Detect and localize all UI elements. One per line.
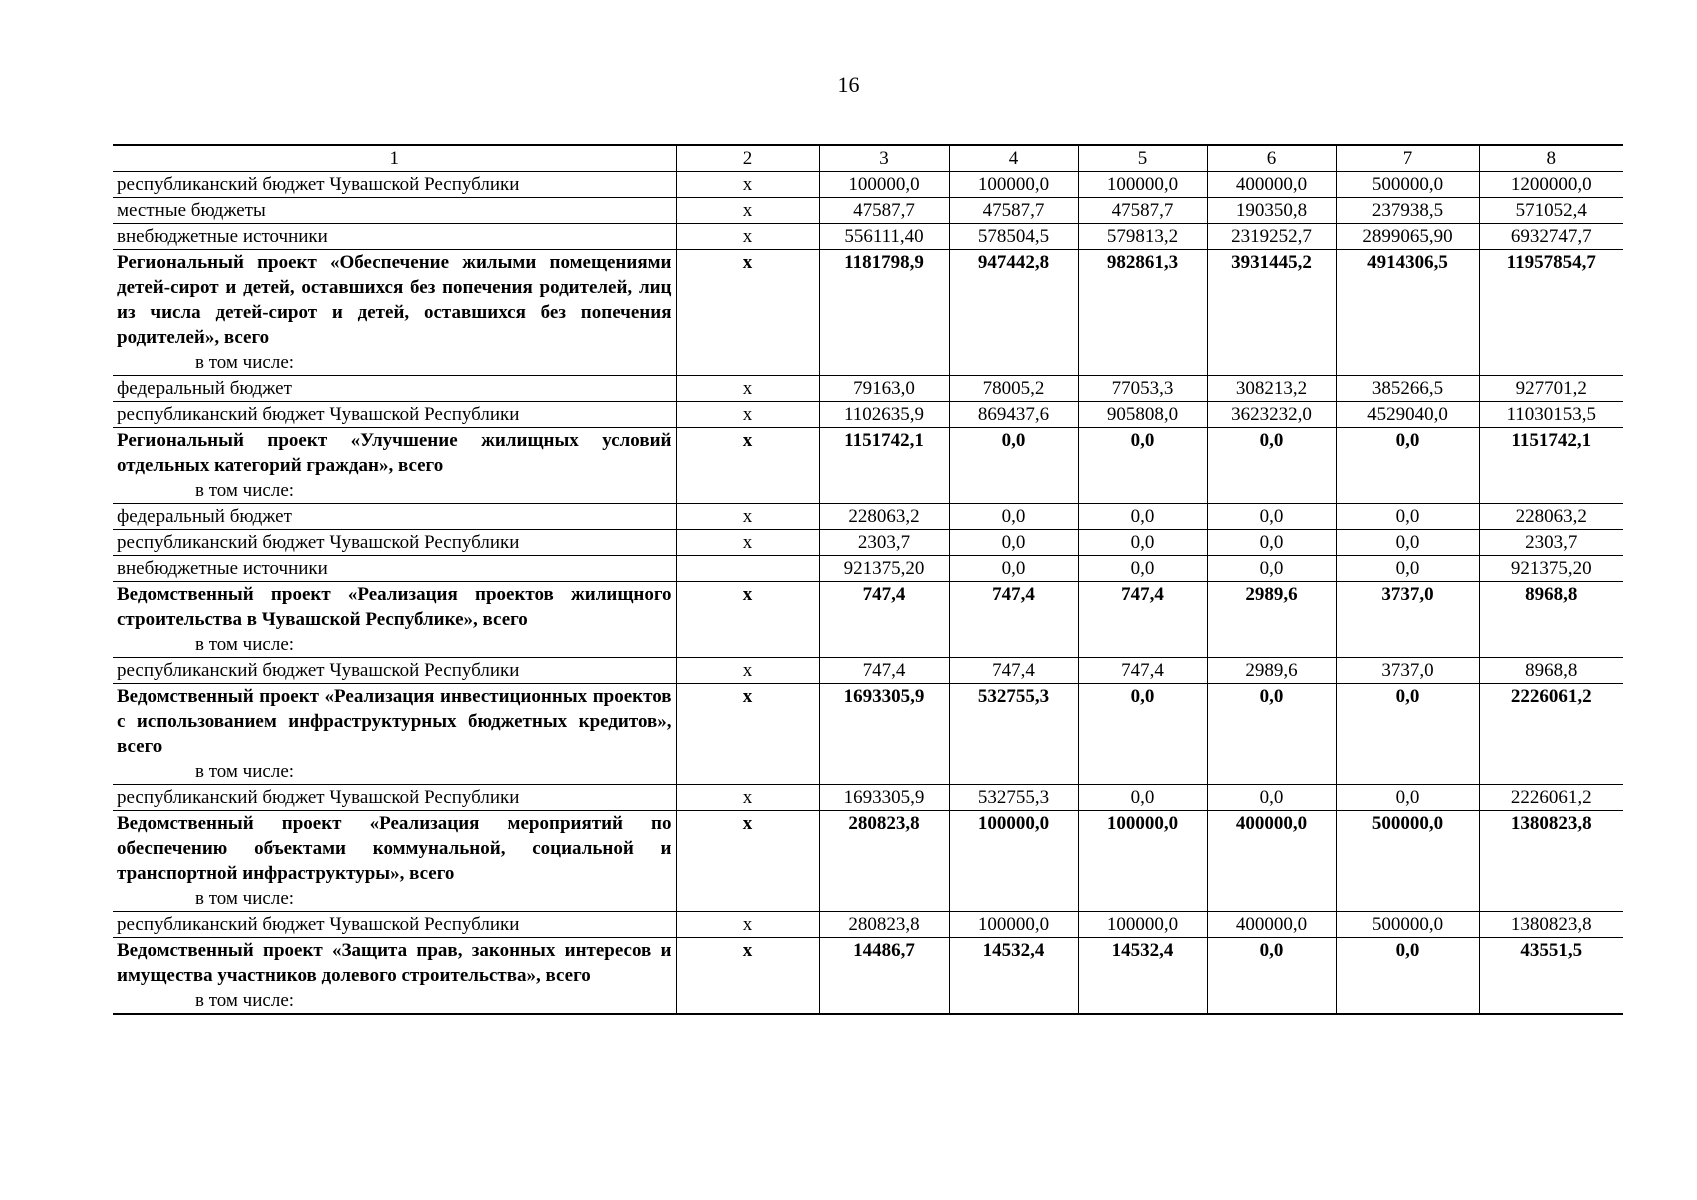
value-cell: 1693305,9 — [819, 684, 949, 785]
value-cell: 1200000,0 — [1479, 172, 1623, 198]
value-cell: 237938,5 — [1336, 198, 1479, 224]
value-cell: 0,0 — [1336, 504, 1479, 530]
source-label: внебюджетные источники — [113, 224, 676, 250]
value-cell: 0,0 — [1207, 530, 1336, 556]
col2-cell — [676, 556, 819, 582]
source-label: местные бюджеты — [113, 198, 676, 224]
project-row — [113, 250, 1623, 376]
source-label: республиканский бюджет Чувашской Республики — [113, 402, 676, 428]
value-cell: 0,0 — [949, 428, 1078, 504]
project-title: Региональный проект «Обеспечение жилыми помещениями детей-сирот и детей, оставшихся без попечения родителей, лиц из числа детей-сирот и детей, оставшихся без попечения родителей», всего — [117, 252, 672, 348]
value-cell: 0,0 — [1336, 530, 1479, 556]
col2-cell: х — [676, 504, 819, 530]
value-cell: 0,0 — [1078, 504, 1207, 530]
source-label: федеральный бюджет — [113, 376, 676, 402]
value-cell: 0,0 — [949, 504, 1078, 530]
value-cell: 43551,5 — [1479, 938, 1623, 1015]
project-title: Ведомственный проект «Реализация мероприятий по обеспечению объектами коммунальной, социальной и транспортной инфраструктуры», всего — [117, 813, 672, 884]
col2-cell: х — [676, 250, 819, 376]
value-cell: 79163,0 — [819, 376, 949, 402]
project-title: Ведомственный проект «Реализация проектов жилищного строительства в Чувашской Республике», всего — [117, 584, 672, 630]
value-cell: 1693305,9 — [819, 785, 949, 811]
value-cell: 100000,0 — [819, 172, 949, 198]
value-cell: 100000,0 — [949, 912, 1078, 938]
col2-cell: х — [676, 172, 819, 198]
value-cell: 14532,4 — [1078, 938, 1207, 1015]
value-cell: 78005,2 — [949, 376, 1078, 402]
source-label: республиканский бюджет Чувашской Республики — [113, 172, 676, 198]
value-cell: 532755,3 — [949, 785, 1078, 811]
including-label: в том числе: — [195, 480, 295, 501]
including-label: в том числе: — [195, 888, 295, 909]
value-cell: 927701,2 — [1479, 376, 1623, 402]
value-cell: 0,0 — [1078, 556, 1207, 582]
value-cell: 2899065,90 — [1336, 224, 1479, 250]
value-cell: 47587,7 — [949, 198, 1078, 224]
value-cell: 747,4 — [819, 658, 949, 684]
col2-cell: х — [676, 582, 819, 658]
value-cell: 8968,8 — [1479, 582, 1623, 658]
value-cell: 0,0 — [1336, 684, 1479, 785]
value-cell: 0,0 — [1336, 556, 1479, 582]
value-cell: 400000,0 — [1207, 912, 1336, 938]
col2-cell: х — [676, 938, 819, 1015]
value-cell: 100000,0 — [1078, 172, 1207, 198]
header-cell: 3 — [819, 145, 949, 172]
value-cell: 2303,7 — [1479, 530, 1623, 556]
source-row — [113, 224, 1623, 250]
source-label: республиканский бюджет Чувашской Республики — [113, 785, 676, 811]
project-row — [113, 811, 1623, 912]
col2-cell: х — [676, 428, 819, 504]
project-row — [113, 582, 1623, 658]
value-cell: 747,4 — [819, 582, 949, 658]
value-cell: 14486,7 — [819, 938, 949, 1015]
col2-cell: х — [676, 684, 819, 785]
value-cell: 2226061,2 — [1479, 684, 1623, 785]
value-cell: 100000,0 — [949, 172, 1078, 198]
project-label-cell — [113, 250, 676, 376]
value-cell: 11030153,5 — [1479, 402, 1623, 428]
value-cell: 400000,0 — [1207, 172, 1336, 198]
value-cell: 3737,0 — [1336, 658, 1479, 684]
value-cell: 47587,7 — [819, 198, 949, 224]
including-label: в том числе: — [195, 634, 295, 655]
value-cell: 1380823,8 — [1479, 811, 1623, 912]
value-cell: 1181798,9 — [819, 250, 949, 376]
value-cell: 100000,0 — [1078, 811, 1207, 912]
page-number: 16 — [837, 72, 860, 97]
project-title: Региональный проект «Улучшение жилищных условий отдельных категорий граждан», всего — [117, 430, 672, 476]
header-row — [113, 145, 1623, 172]
value-cell: 556111,40 — [819, 224, 949, 250]
source-row — [113, 658, 1623, 684]
including-label: в том числе: — [195, 352, 295, 373]
source-row — [113, 785, 1623, 811]
value-cell: 0,0 — [1207, 684, 1336, 785]
col2-cell: х — [676, 530, 819, 556]
source-row — [113, 912, 1623, 938]
value-cell: 3623232,0 — [1207, 402, 1336, 428]
value-cell: 921375,20 — [1479, 556, 1623, 582]
project-label-cell — [113, 811, 676, 912]
value-cell: 532755,3 — [949, 684, 1078, 785]
value-cell: 579813,2 — [1078, 224, 1207, 250]
value-cell: 0,0 — [949, 556, 1078, 582]
table-body — [113, 145, 1623, 1014]
value-cell: 0,0 — [1207, 504, 1336, 530]
header-cell: 6 — [1207, 145, 1336, 172]
source-label: внебюджетные источники — [113, 556, 676, 582]
value-cell: 0,0 — [1078, 428, 1207, 504]
value-cell: 0,0 — [1336, 938, 1479, 1015]
project-row — [113, 938, 1623, 1015]
value-cell: 190350,8 — [1207, 198, 1336, 224]
header-cell: 7 — [1336, 145, 1479, 172]
value-cell: 47587,7 — [1078, 198, 1207, 224]
project-label-cell — [113, 428, 676, 504]
value-cell: 6932747,7 — [1479, 224, 1623, 250]
value-cell: 11957854,7 — [1479, 250, 1623, 376]
source-label: республиканский бюджет Чувашской Республики — [113, 658, 676, 684]
col2-cell: х — [676, 224, 819, 250]
source-label: республиканский бюджет Чувашской Республики — [113, 530, 676, 556]
value-cell: 2989,6 — [1207, 658, 1336, 684]
value-cell: 747,4 — [1078, 582, 1207, 658]
source-row — [113, 556, 1623, 582]
project-title: Ведомственный проект «Реализация инвестиционных проектов с использованием инфраструктурных бюджетных кредитов», всего — [117, 686, 672, 757]
project-row — [113, 684, 1623, 785]
col2-cell: х — [676, 402, 819, 428]
value-cell: 0,0 — [1207, 556, 1336, 582]
value-cell: 2319252,7 — [1207, 224, 1336, 250]
value-cell: 905808,0 — [1078, 402, 1207, 428]
value-cell: 500000,0 — [1336, 912, 1479, 938]
value-cell: 921375,20 — [819, 556, 949, 582]
value-cell: 100000,0 — [949, 811, 1078, 912]
value-cell: 578504,5 — [949, 224, 1078, 250]
value-cell: 869437,6 — [949, 402, 1078, 428]
value-cell: 747,4 — [1078, 658, 1207, 684]
value-cell: 3737,0 — [1336, 582, 1479, 658]
value-cell: 2303,7 — [819, 530, 949, 556]
col2-cell: х — [676, 811, 819, 912]
project-label-cell — [113, 938, 676, 1015]
value-cell: 500000,0 — [1336, 811, 1479, 912]
value-cell: 0,0 — [1207, 785, 1336, 811]
value-cell: 14532,4 — [949, 938, 1078, 1015]
value-cell: 747,4 — [949, 582, 1078, 658]
value-cell: 982861,3 — [1078, 250, 1207, 376]
project-label-cell — [113, 684, 676, 785]
project-title: Ведомственный проект «Защита прав, законных интересов и имущества участников долевого строительства», всего — [117, 940, 672, 986]
value-cell: 0,0 — [1078, 785, 1207, 811]
value-cell: 1380823,8 — [1479, 912, 1623, 938]
header-cell: 5 — [1078, 145, 1207, 172]
value-cell: 4529040,0 — [1336, 402, 1479, 428]
value-cell: 0,0 — [949, 530, 1078, 556]
value-cell: 1151742,1 — [819, 428, 949, 504]
value-cell: 0,0 — [1207, 428, 1336, 504]
value-cell: 0,0 — [1336, 785, 1479, 811]
value-cell: 947442,8 — [949, 250, 1078, 376]
including-label: в том числе: — [195, 990, 295, 1011]
value-cell: 0,0 — [1336, 428, 1479, 504]
value-cell: 308213,2 — [1207, 376, 1336, 402]
value-cell: 385266,5 — [1336, 376, 1479, 402]
col2-cell: х — [676, 912, 819, 938]
value-cell: 2226061,2 — [1479, 785, 1623, 811]
project-row — [113, 428, 1623, 504]
source-label: республиканский бюджет Чувашской Республики — [113, 912, 676, 938]
value-cell: 0,0 — [1078, 530, 1207, 556]
value-cell: 228063,2 — [819, 504, 949, 530]
col2-cell: х — [676, 785, 819, 811]
source-row — [113, 530, 1623, 556]
source-row — [113, 172, 1623, 198]
value-cell: 3931445,2 — [1207, 250, 1336, 376]
col2-cell: х — [676, 376, 819, 402]
value-cell: 77053,3 — [1078, 376, 1207, 402]
value-cell: 8968,8 — [1479, 658, 1623, 684]
source-row — [113, 402, 1623, 428]
value-cell: 100000,0 — [1078, 912, 1207, 938]
header-cell: 4 — [949, 145, 1078, 172]
value-cell: 747,4 — [949, 658, 1078, 684]
value-cell: 2989,6 — [1207, 582, 1336, 658]
including-label: в том числе: — [195, 761, 295, 782]
header-cell: 2 — [676, 145, 819, 172]
value-cell: 0,0 — [1207, 938, 1336, 1015]
project-label-cell — [113, 582, 676, 658]
value-cell: 400000,0 — [1207, 811, 1336, 912]
value-cell: 0,0 — [1078, 684, 1207, 785]
value-cell: 1102635,9 — [819, 402, 949, 428]
source-row — [113, 504, 1623, 530]
value-cell: 280823,8 — [819, 811, 949, 912]
source-label: федеральный бюджет — [113, 504, 676, 530]
budget-table — [113, 144, 1623, 1015]
header-cell: 1 — [113, 145, 676, 172]
value-cell: 4914306,5 — [1336, 250, 1479, 376]
value-cell: 1151742,1 — [1479, 428, 1623, 504]
value-cell: 228063,2 — [1479, 504, 1623, 530]
value-cell: 280823,8 — [819, 912, 949, 938]
col2-cell: х — [676, 658, 819, 684]
source-row — [113, 198, 1623, 224]
header-cell: 8 — [1479, 145, 1623, 172]
source-row — [113, 376, 1623, 402]
value-cell: 500000,0 — [1336, 172, 1479, 198]
value-cell: 571052,4 — [1479, 198, 1623, 224]
col2-cell: х — [676, 198, 819, 224]
